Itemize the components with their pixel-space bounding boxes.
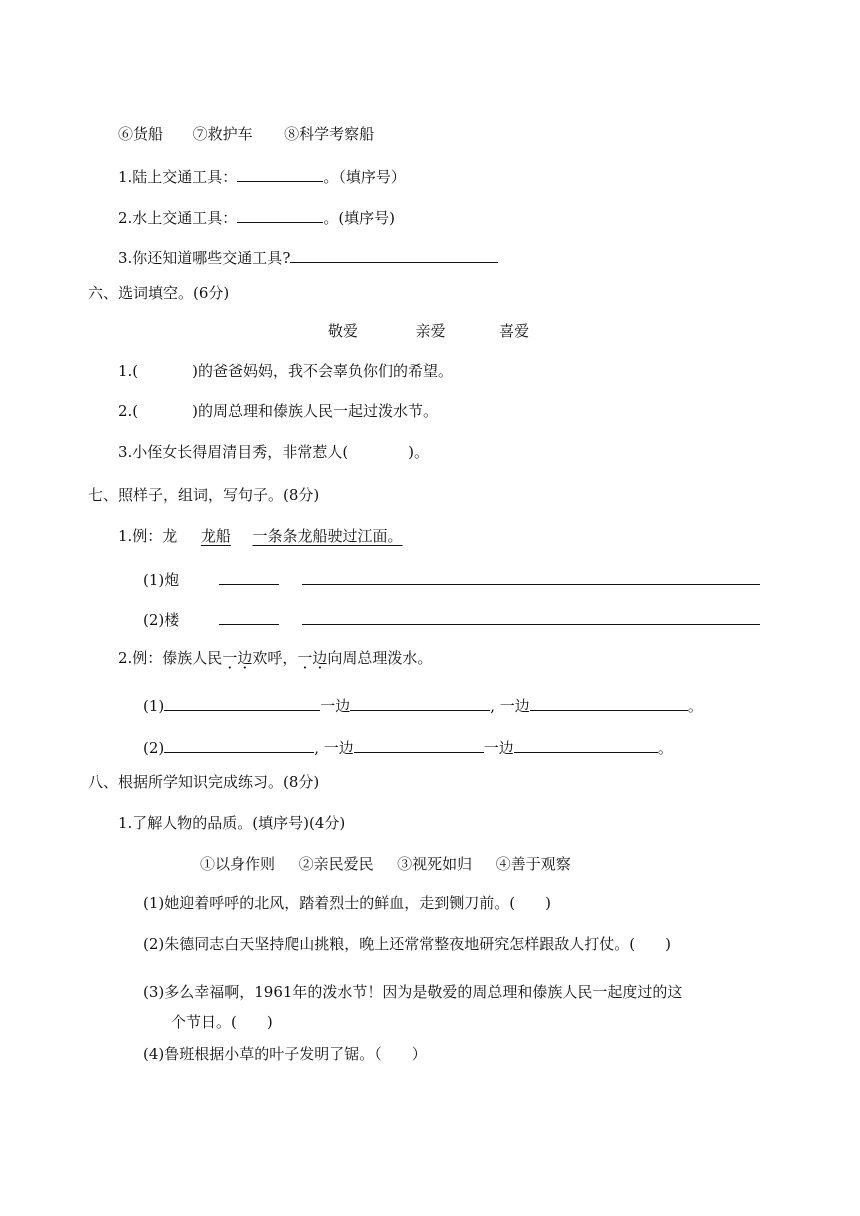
quality-item-3-line-2: 个节日。( )	[171, 1013, 273, 1031]
answer-blank[interactable]	[164, 694, 320, 711]
word-option: 敬爱	[328, 322, 359, 340]
section-8-heading: 八、根据所学知识完成练习。(8分)	[88, 773, 320, 791]
question-text: )的爸爸妈妈，我不会辜负你们的希望。	[192, 362, 454, 380]
answer-blank[interactable]	[237, 206, 323, 223]
question-text: 3.小侄女长得眉清目秀，非常惹人(	[118, 443, 349, 461]
answer-blank[interactable]	[290, 246, 498, 263]
qualities-options	[200, 854, 571, 874]
answer-blank[interactable]	[237, 165, 323, 182]
example-sentence: 一条条龙船驶过江面。	[252, 527, 403, 545]
fill-question-1	[118, 361, 453, 381]
quality-option: ④善于观察	[495, 855, 571, 873]
item-label: (2)	[143, 739, 165, 757]
quality-item-2: (2)朱德同志白天坚持爬山挑粮，晚上还常常整夜地研究怎样跟敌人打仗。( )	[143, 935, 671, 953]
sentence-blank[interactable]	[302, 568, 760, 585]
answer-blank[interactable]	[164, 736, 314, 753]
example-1	[118, 526, 402, 546]
item-label: (2)楼	[143, 611, 180, 629]
question-text: 2.(	[118, 402, 139, 420]
example-word: 龙船	[200, 527, 231, 545]
dotted-char: 边	[312, 649, 328, 667]
dotted-char: 一	[222, 649, 238, 667]
question-other-vehicles	[118, 246, 498, 268]
dotted-char: 边	[237, 649, 253, 667]
word-bank	[328, 321, 529, 341]
answer-blank[interactable]	[514, 736, 658, 753]
quality-option: ①以身作则	[200, 855, 276, 873]
sentence-item-2	[143, 736, 673, 758]
connector-text: , 一边	[490, 697, 530, 715]
option-7: ⑦救护车	[192, 125, 253, 143]
question-text: 3.你还知道哪些交通工具?	[118, 249, 291, 267]
word-option: 喜爱	[499, 322, 530, 340]
qualities-question: 1.了解人物的品质。(填序号)(4分)	[118, 814, 346, 832]
quality-option: ②亲民爱民	[298, 855, 374, 873]
section-6-heading: 六、选词填空。(6分)	[88, 284, 230, 302]
section-7-heading: 七、照样子，组词，写句子。(8分)	[88, 486, 320, 504]
answer-blank[interactable]	[354, 736, 484, 753]
question-land-vehicles	[118, 165, 406, 187]
question-text: )。	[408, 443, 430, 461]
quality-item-1: (1)她迎着呼呼的北风，踏着烈士的鲜血，走到铡刀前。( )	[143, 894, 551, 912]
word-option: 亲爱	[415, 322, 446, 340]
question-suffix: 。（填序号）	[323, 168, 406, 186]
connector-text: 一边	[320, 697, 351, 715]
connector-text: , 一边	[314, 739, 354, 757]
question-text: 2.水上交通工具：	[118, 209, 238, 227]
question-text: )的周总理和傣族人民一起过泼水节。	[192, 402, 439, 420]
question-text: 1.陆上交通工具：	[118, 168, 238, 186]
example-text: 欢呼，	[252, 649, 298, 667]
period: 。	[687, 697, 703, 715]
word-blank[interactable]	[219, 608, 279, 625]
fill-question-2	[118, 401, 438, 421]
option-8: ⑧科学考察船	[284, 125, 375, 143]
quality-item-3-line-1: (3)多么幸福啊，1961年的泼水节！因为是敬爱的周总理和傣族人民一起度过的这	[143, 983, 683, 1001]
vehicle-options-row	[118, 124, 374, 144]
example-text: 向周总理泼水。	[327, 649, 433, 667]
item-label: (1)	[143, 697, 165, 715]
sentence-item-1	[143, 694, 703, 716]
word-item-2	[143, 608, 760, 630]
example-2	[118, 648, 432, 668]
quality-option: ③视死如归	[397, 855, 473, 873]
example-label: 1.例：龙	[118, 527, 178, 545]
fill-question-3	[118, 442, 429, 462]
period: 。	[657, 739, 673, 757]
answer-blank[interactable]	[530, 694, 688, 711]
answer-blank[interactable]	[350, 694, 490, 711]
example-text: 2.例：傣族人民	[118, 649, 223, 667]
item-label: (1)炮	[143, 571, 180, 589]
word-item-1	[143, 568, 760, 590]
connector-text: 一边	[483, 739, 514, 757]
dotted-char: 一	[297, 649, 313, 667]
sentence-blank[interactable]	[302, 608, 760, 625]
question-water-vehicles	[118, 206, 395, 228]
quality-item-4: (4)鲁班根据小草的叶子发明了锯。（ ）	[143, 1045, 427, 1063]
option-6: ⑥货船	[118, 125, 164, 143]
question-suffix: 。(填序号)	[323, 209, 396, 227]
question-text: 1.(	[118, 362, 139, 380]
word-blank[interactable]	[219, 568, 279, 585]
